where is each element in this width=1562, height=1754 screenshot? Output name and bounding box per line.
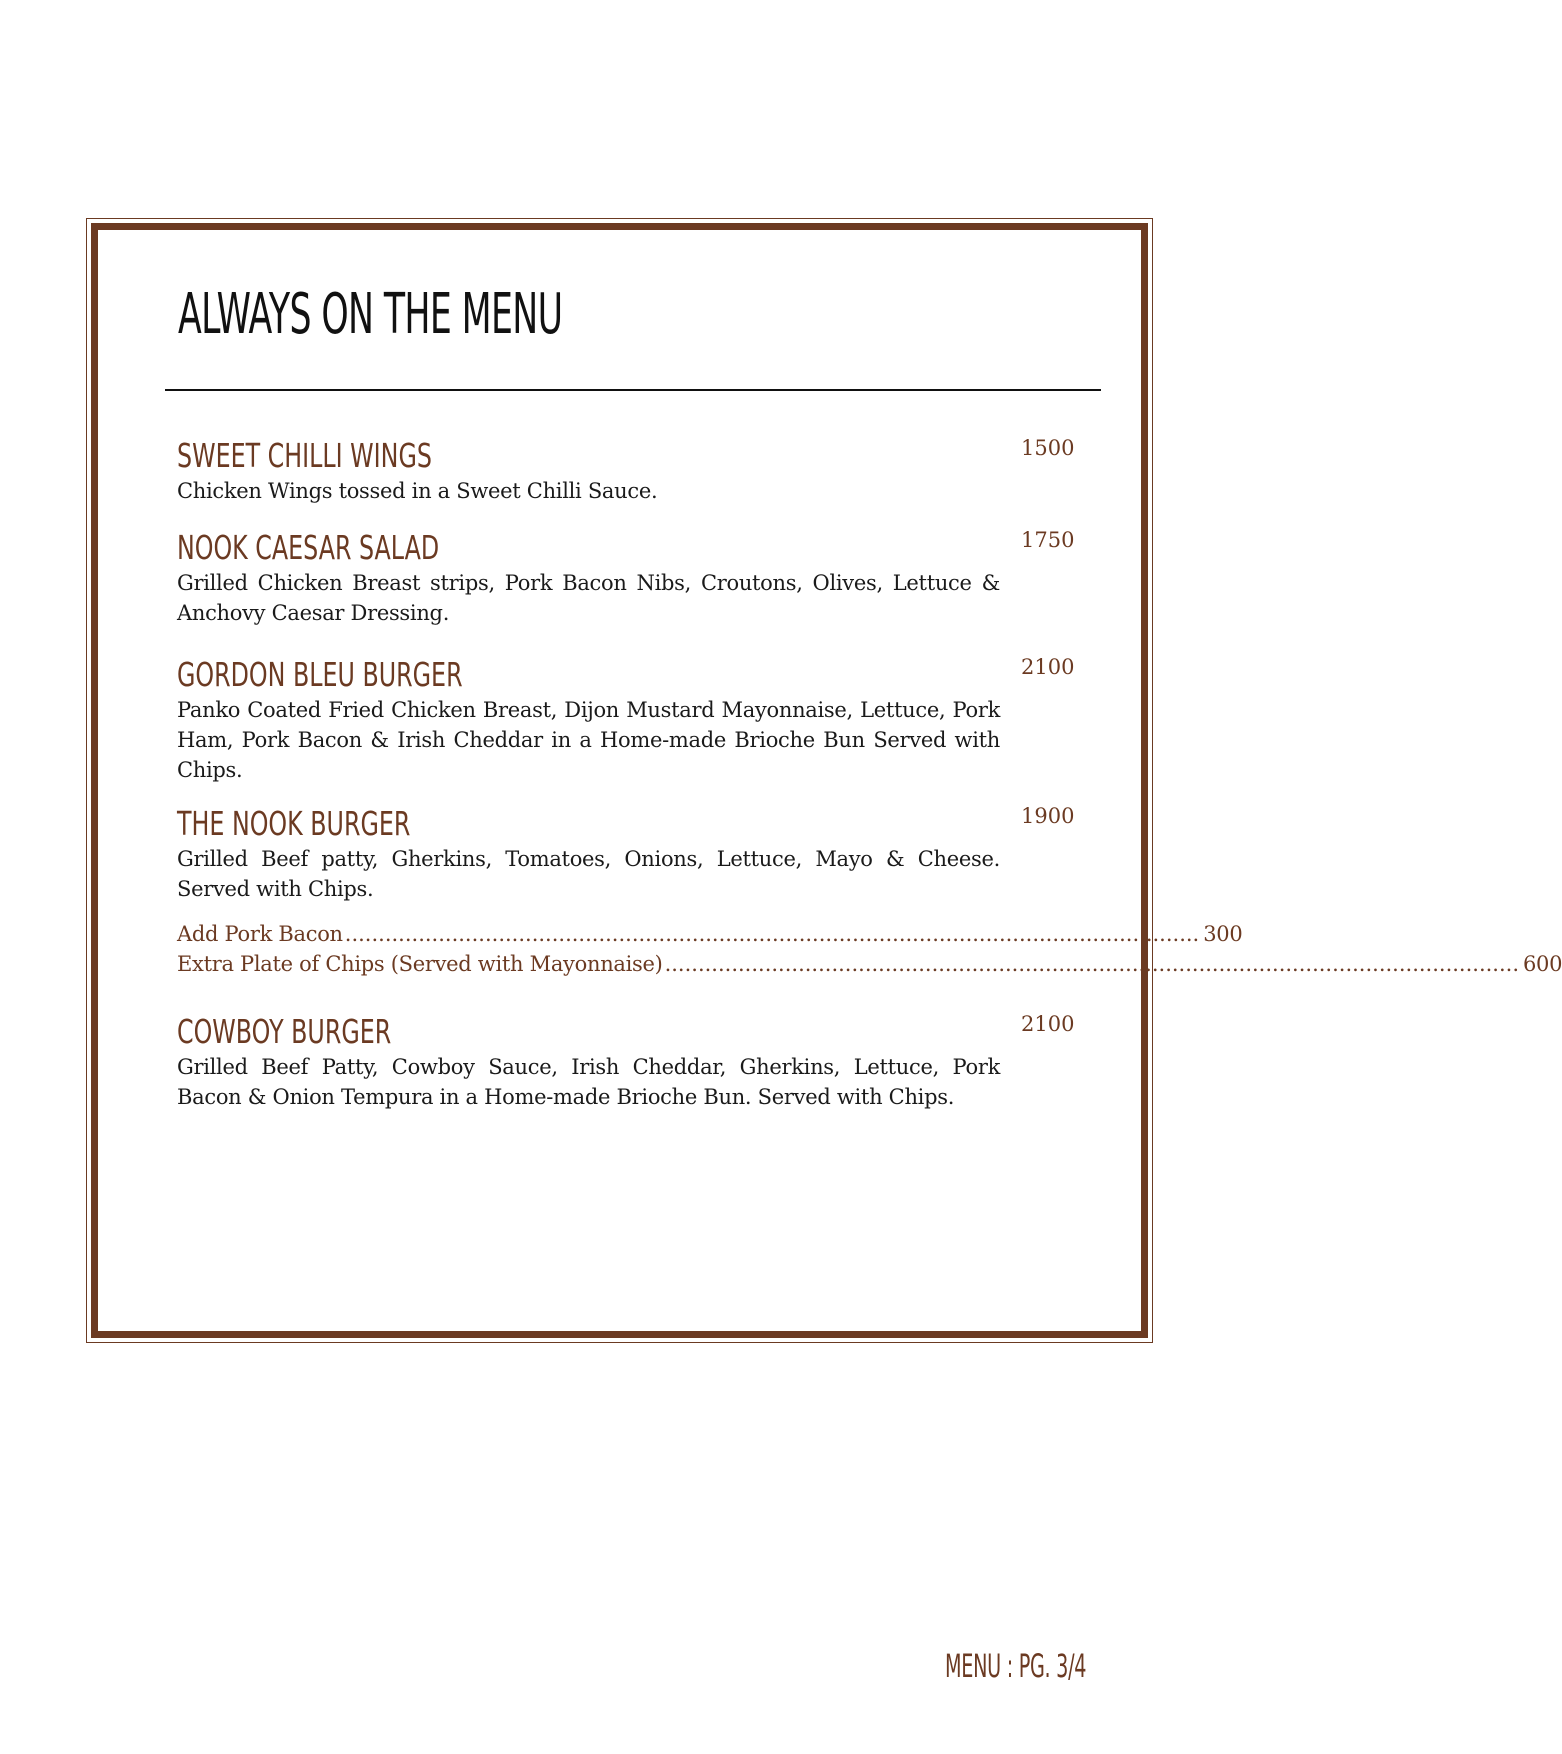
menu-item-description: Grilled Beef patty, Gherkins, Tomatoes, Onions, Lettuce, Mayo & Cheese. Served with Chips.	[177, 847, 1000, 901]
title-divider	[165, 389, 1101, 391]
menu-item-name: THE NOOK BURGER	[177, 804, 411, 843]
menu-item	[177, 436, 1077, 506]
extras-list	[177, 919, 1562, 979]
extra-line	[177, 949, 1562, 979]
menu-item-name: SWEET CHILLI WINGS	[177, 436, 432, 475]
page-title: ALWAYS ON THE MENU	[178, 282, 563, 347]
leader-dots: ................................................................................................................................	[664, 952, 1519, 976]
extra-label: Add Pork Bacon	[177, 922, 343, 946]
menu-item-description: Chicken Wings tossed in a Sweet Chilli Sauce.	[177, 479, 658, 503]
menu-item-description: Grilled Beef Patty, Cowboy Sauce, Irish Cheddar, Gherkins, Lettuce, Pork Bacon & Onion Tempura in a Home-made Brioche Bun. Served with Chips.	[177, 1055, 1000, 1109]
extra-price: 300	[1203, 922, 1243, 946]
menu-item-price: 1750	[1021, 528, 1075, 552]
menu-item-price: 1500	[1021, 436, 1075, 460]
menu-item-price: 2100	[1021, 1012, 1075, 1036]
menu-item-name: COWBOY BURGER	[177, 1012, 392, 1051]
menu-item	[177, 804, 1077, 904]
extra-label: Extra Plate of Chips (Served with Mayonnaise)	[177, 952, 663, 976]
menu-item	[177, 1012, 1077, 1112]
page-footer: MENU : PG. 3/4	[945, 1647, 1087, 1685]
menu-item-price: 1900	[1021, 804, 1075, 828]
menu-item	[177, 655, 1077, 785]
menu-item-price: 2100	[1021, 655, 1075, 679]
extra-price: 600	[1523, 952, 1562, 976]
menu-item-description: Panko Coated Fried Chicken Breast, Dijon Mustard Mayonnaise, Lettuce, Pork Ham, Pork Bacon & Irish Cheddar in a Home-made Brioche Bun Served with Chips.	[177, 698, 1000, 782]
menu-item	[177, 528, 1077, 628]
extra-line	[177, 919, 1243, 949]
menu-item-name: GORDON BLEU BURGER	[177, 655, 463, 694]
menu-item-description: Grilled Chicken Breast strips, Pork Bacon Nibs, Croutons, Olives, Lettuce & Anchovy Caesar Dressing.	[177, 571, 1000, 625]
leader-dots: ................................................................................................................................	[344, 922, 1200, 946]
menu-item-name: NOOK CAESAR SALAD	[177, 528, 440, 567]
